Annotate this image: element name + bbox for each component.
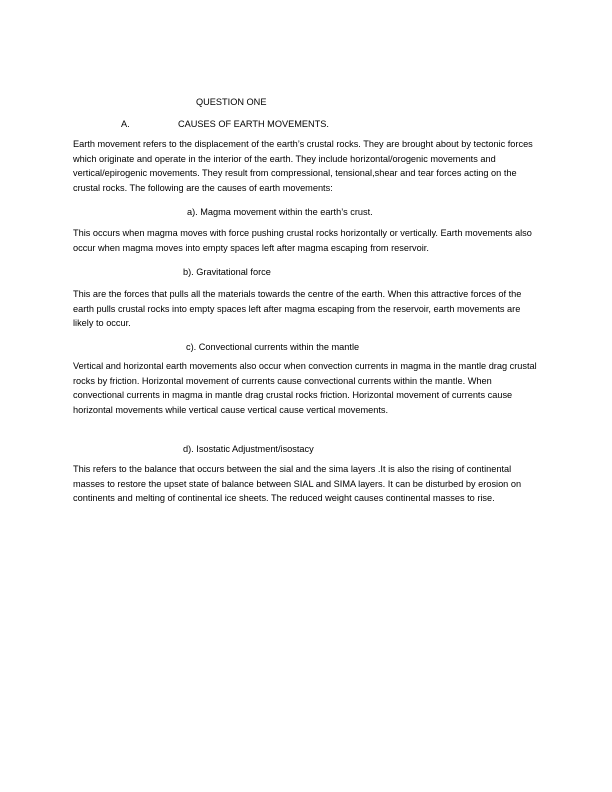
cause-body-b: This are the forces that pulls all the materials towards the centre of the earth. When this attractive forces of the earth pulls crustal rocks into empty spaces left after magma escaping from the reservoir, earth movements are likely to occur. [73,289,522,329]
intro-paragraph: Earth movement refers to the displacement of the earth’s crustal rocks. They are brought about by tectonic forces which originate and operate in the interior of the earth. They include horizontal/orogenic movements and vertical/epirogenic movements. They result from compressional, tensional,shear and tear forces acting on the crustal rocks. The following are the causes of earth movements: [73,139,533,193]
cause-body-c: Vertical and horizontal earth movements also occur when convection currents in magma in the mantle drag crustal rocks by friction. Horizontal movement of currents cause convectional currents within the mantle. When convectional currents in magma in mantle drag crustal rocks friction. Horizontal movement of currents cause horizontal movements while vertical cause vertical cause vertical movements. [73,361,537,415]
cause-heading-d: d). Isostatic Adjustment/isostacy [183,444,314,454]
section-title: CAUSES OF EARTH MOVEMENTS. [178,119,329,129]
cause-heading-c: c). Convectional currents within the mantle [186,342,360,352]
cause-heading-a: a). Magma movement within the earth’s crust. [187,207,373,217]
cause-body-d: This refers to the balance that occurs between the sial and the sima layers .It is also the rising of continental masses to restore the upset state of balance between SIAL and SIMA layers. It can be disturbed by erosion on continents and melting of continental ice sheets. The reduced weight causes continental masses to rise. [73,464,522,504]
cause-heading-b: b). Gravitational force [183,267,271,277]
cause-body-a: This occurs when magma moves with force pushing crustal rocks horizontally or vertically. Earth movements also occur when magma moves into empty spaces left after magma escaping from reservoir. [73,228,532,253]
question-title: QUESTION ONE [196,97,267,107]
section-letter: A. [121,119,130,129]
